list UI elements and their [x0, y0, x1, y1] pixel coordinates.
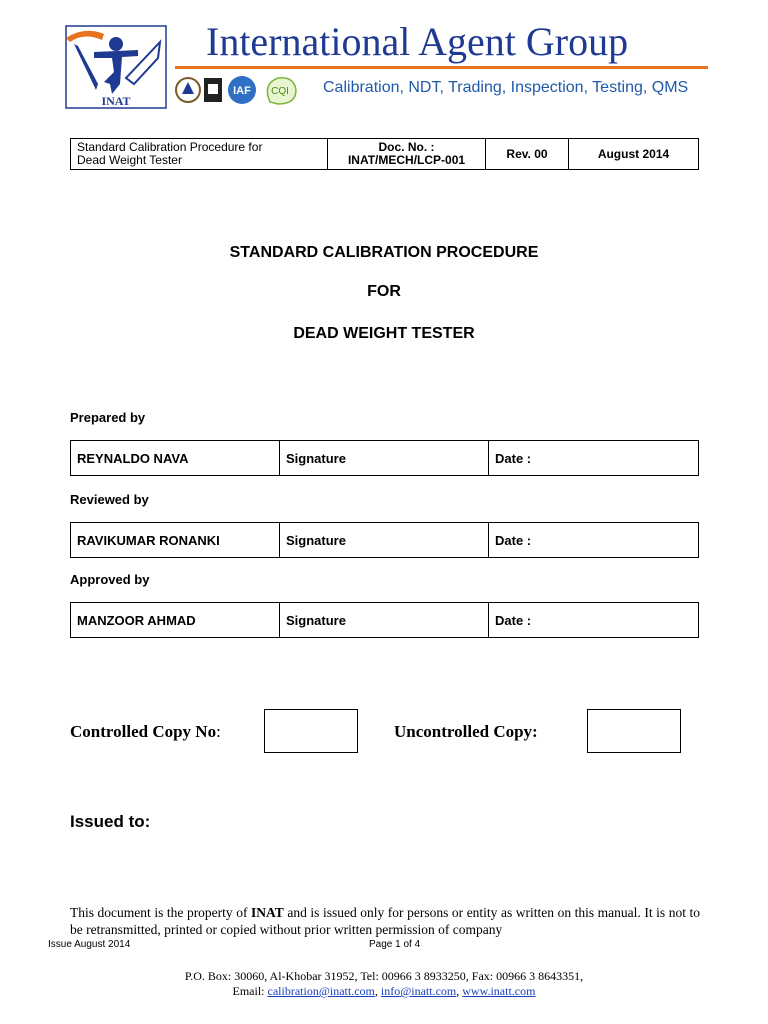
services-tagline: Calibration, NDT, Trading, Inspection, Testing, QMS	[323, 79, 689, 96]
property-notice-owner: INAT	[251, 905, 284, 920]
property-notice	[70, 904, 700, 938]
cqi-icon	[267, 78, 296, 104]
preparer-signature: Signature	[280, 441, 489, 476]
calibration-email-link[interactable]: calibration@inatt.com	[267, 984, 375, 998]
svg-text:INAT: INAT	[101, 94, 131, 108]
issued-to-label: Issued to:	[70, 812, 151, 831]
doc-title-line1: Standard Calibration Procedure for	[77, 140, 263, 154]
property-notice-before: This document is the property of	[70, 905, 252, 920]
doc-number-cell	[328, 139, 486, 170]
approved-by-label: Approved by	[70, 572, 150, 587]
email-label: Email:	[232, 984, 268, 998]
title-line-1: STANDARD CALIBRATION PROCEDURE	[229, 244, 539, 261]
prepared-by-label: Prepared by	[70, 410, 146, 425]
controlled-copy-label	[70, 722, 221, 742]
reviewer-name: RAVIKUMAR RONANKI	[71, 523, 280, 558]
svg-text:IAF: IAF	[233, 85, 251, 97]
preparer-name: REYNALDO NAVA	[71, 441, 280, 476]
page-number: Page 1 of 4	[369, 939, 421, 950]
uncontrolled-copy-box[interactable]	[587, 709, 681, 753]
svg-text:CQI: CQI	[271, 86, 289, 97]
issue-date: Issue August 2014	[48, 939, 131, 950]
approver-signature: Signature	[280, 603, 489, 638]
reviewed-by-table	[70, 522, 699, 558]
reviewed-by-label: Reviewed by	[70, 492, 149, 507]
title-line-3: DEAD WEIGHT TESTER	[293, 325, 475, 342]
website-link[interactable]: www.inatt.com	[462, 984, 536, 998]
revision-cell: Rev. 00	[486, 139, 569, 170]
doc-title-cell	[71, 139, 328, 170]
separator-1: ,	[374, 984, 381, 998]
uncontrolled-copy-label: Uncontrolled Copy:	[394, 722, 538, 741]
inat-logo	[64, 24, 168, 110]
info-email-link[interactable]: info@inatt.com	[380, 984, 457, 998]
reviewer-signature: Signature	[280, 523, 489, 558]
approver-name: MANZOOR AHMAD	[71, 603, 280, 638]
reviewer-date: Date :	[489, 523, 699, 558]
preparer-date: Date :	[489, 441, 699, 476]
property-notice-after: and is issued only for persons or entity as written on this manual. It is not to be retransmitted, printed or copied without prior written permission of company	[70, 905, 700, 937]
doc-number-label: Doc. No. :	[378, 140, 435, 154]
controlled-copy-colon: :	[216, 722, 221, 741]
doc-title-line2: Dead Weight Tester	[77, 153, 182, 167]
controlled-copy-text: Controlled Copy No	[70, 722, 217, 741]
title-line-2: FOR	[367, 283, 401, 300]
iaf-icon	[228, 76, 256, 104]
doc-date-cell: August 2014	[569, 139, 699, 170]
approved-by-table	[70, 602, 699, 638]
footer-address	[0, 969, 768, 999]
ukas-badge-icon	[176, 78, 222, 102]
controlled-copy-box[interactable]	[264, 709, 358, 753]
certification-icons	[174, 74, 314, 108]
doc-number: INAT/MECH/LCP-001	[347, 153, 466, 167]
header-divider	[175, 66, 708, 69]
prepared-by-table	[70, 440, 699, 476]
address-line: P.O. Box: 30060, Al-Khobar 31952, Tel: 00966 3 8933250, Fax: 00966 3 8643351,	[184, 969, 584, 983]
contact-line	[0, 984, 768, 999]
document-info-table	[70, 138, 699, 170]
separator-2: ,	[456, 984, 463, 998]
company-name: International Agent Group	[206, 19, 629, 64]
approver-date: Date :	[489, 603, 699, 638]
